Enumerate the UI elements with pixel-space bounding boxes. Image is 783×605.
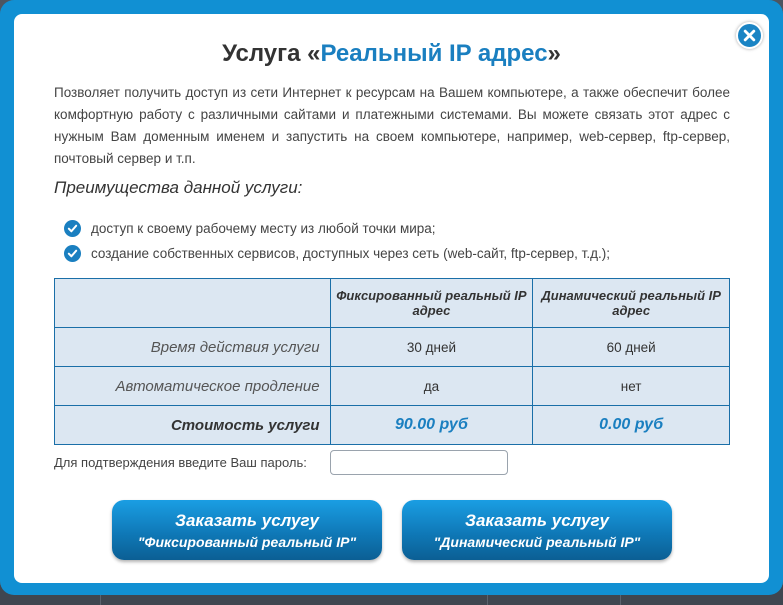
table-row xyxy=(55,406,730,445)
password-label: Для подтверждения введите Ваш пароль: xyxy=(54,455,307,470)
row-label: Время действия услуги xyxy=(55,328,331,367)
table-header-empty xyxy=(55,279,331,328)
price-fixed: 90.00 руб xyxy=(330,406,533,445)
cell-dynamic: 60 дней xyxy=(533,328,730,367)
button-label-line2: "Фиксированный реальный IP" xyxy=(137,534,357,550)
table-header-fixed: Фиксированный реальный IP адрес xyxy=(330,279,533,328)
row-label: Стоимость услуги xyxy=(55,406,331,445)
advantages-title: Преимущества данной услуги: xyxy=(54,178,303,197)
table-header-dynamic: Динамический реальный IP адрес xyxy=(533,279,730,328)
advantage-text: доступ к своему рабочему месту из любой точки мира; xyxy=(91,221,436,236)
list-item xyxy=(64,241,610,266)
order-dynamic-ip-button[interactable] xyxy=(402,500,672,560)
cell-fixed: да xyxy=(330,367,533,406)
table-header-row xyxy=(55,279,730,328)
cell-dynamic: нет xyxy=(533,367,730,406)
table-row xyxy=(55,367,730,406)
comparison-table xyxy=(54,278,730,445)
row-label: Автоматическое продление xyxy=(55,367,331,406)
list-item xyxy=(64,216,610,241)
password-input[interactable] xyxy=(330,450,508,475)
title-prefix: Услуга « xyxy=(222,40,321,67)
button-label-line1: Заказать услугу xyxy=(465,511,609,530)
button-label-line2: "Динамический реальный IP" xyxy=(433,534,641,550)
advantages-list xyxy=(64,216,610,266)
button-label-line1: Заказать услугу xyxy=(175,511,319,530)
check-circle-icon xyxy=(64,220,81,237)
order-fixed-ip-button[interactable] xyxy=(112,500,382,560)
table-row xyxy=(55,328,730,367)
price-dynamic: 0.00 руб xyxy=(533,406,730,445)
check-circle-icon xyxy=(64,245,81,262)
title-service-name: Реальный IP адрес xyxy=(320,40,548,67)
title-suffix: » xyxy=(547,40,561,67)
cell-fixed: 30 дней xyxy=(330,328,533,367)
advantage-text: создание собственных сервисов, доступных через сеть (web-сайт, ftp-сервер, т.д.); xyxy=(91,246,610,261)
service-description: Позволяет получить доступ из сети Интернет к ресурсам на Вашем компьютере, а также обеспечит более комфортную работу с различными сайтами и платежными системами. Вы можете связать этот адрес с нужным Вам доменным именем и запустить на своем компьютере, например, web-сервер, ftp-сервер, почтовый сервер и т.п. xyxy=(54,85,730,166)
page-title xyxy=(0,40,783,68)
